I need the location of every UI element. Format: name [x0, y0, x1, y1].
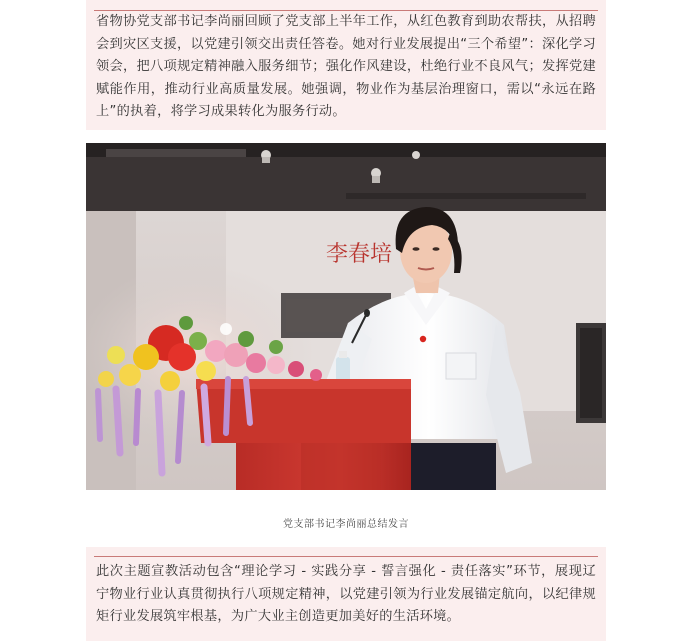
top-paragraph: 省物协党支部书记李尚丽回顾了党支部上半年工作，从红色教育到助农帮扶，从招聘会到灾区支援，以党建引领交出责任答卷。她对行业发展提出“三个希望”：深化学习领会，把八项规定精神融入服务细节；强化作风建设，杜绝行业不良风气；发挥党建赋能作用，推动行业高质量发展。她强调，物业作为基层治理窗口，需以“永远在路上”的执着，将学习成果转化为服务行动。: [96, 14, 596, 119]
photo-caption: 党支部书记李尚丽总结发言: [283, 519, 409, 530]
bottom-card-divider: [94, 556, 598, 557]
bottom-text-card: [86, 547, 606, 641]
bottom-paragraph: 此次主题宣教活动包含“理论学习 - 实践分享 - 誓言强化 - 责任落实”环节，展现辽宁物业行业认真贯彻执行八项规定精神，以党建引领为行业发展锚定航向，以纪律规矩行业发展筑牢根基，为广大业主创造更加美好的生活环境。: [96, 564, 596, 624]
party-badge-icon: [420, 336, 426, 342]
top-card-divider: [94, 10, 598, 11]
wall-sign-text: 李春培: [326, 242, 393, 267]
speaker-photo: [86, 143, 606, 490]
top-text-card: [86, 0, 606, 130]
